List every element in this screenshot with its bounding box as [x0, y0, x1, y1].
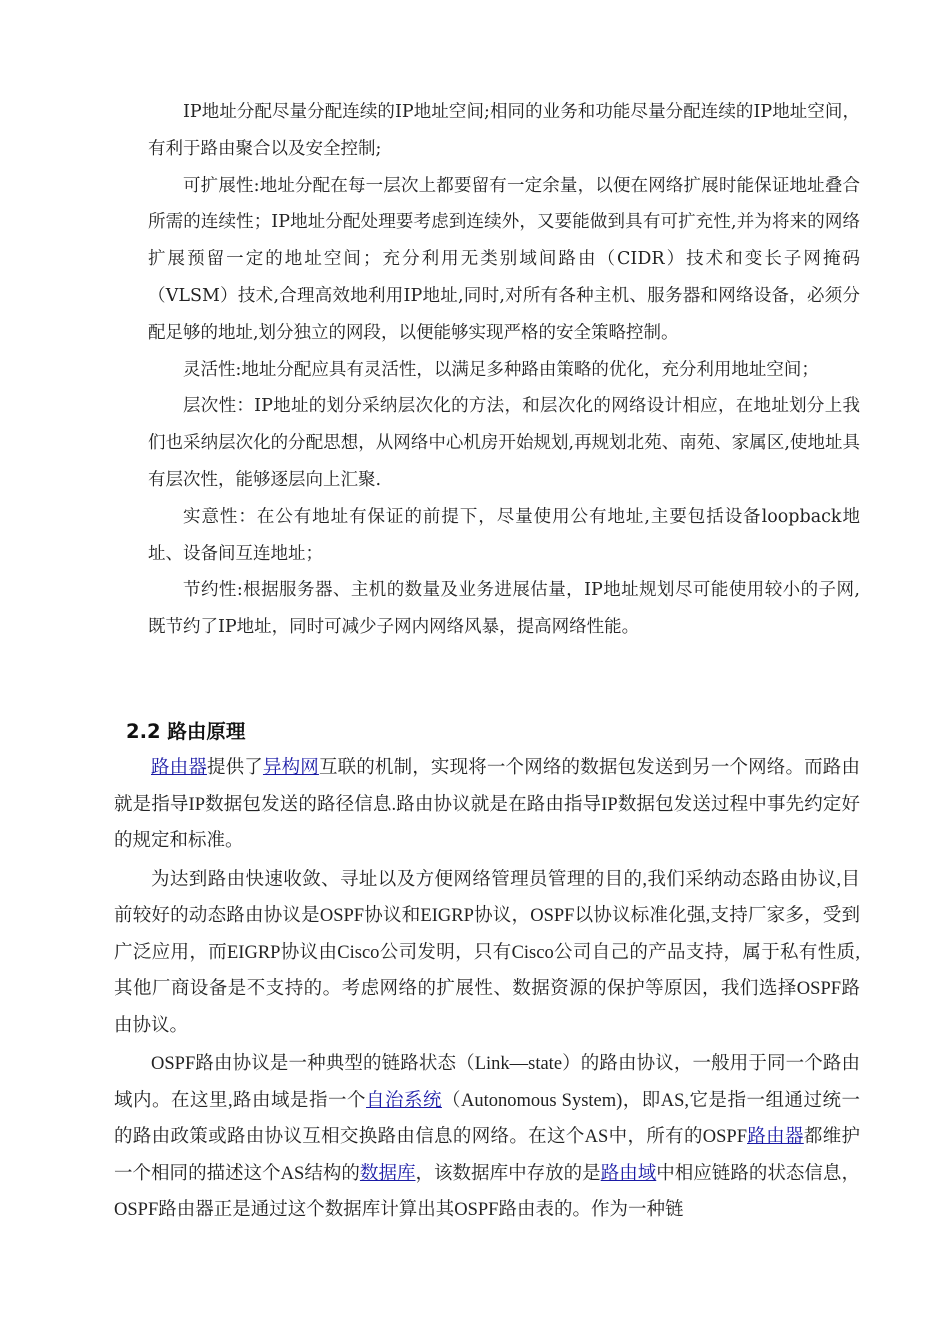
link-router[interactable]: 路由器 — [151, 758, 207, 778]
paragraph-scalability: 可扩展性:地址分配在每一层次上都要留有一定余量，以便在网络扩展时能保证地址叠合所需的连续性；IP地址分配处理要考虑到连续外，又要能做到具有可扩充性,并为将来的网络扩展预留一定的地址空间；充分利用无类别域间路由（CIDR）技术和变长子网掩码（VLSM）技术,合理高效地利用IP地址,同时,对所有各种主机、服务器和网络设备，必须分配足够的地址,划分独立的网段，以便能够实现严格的安全策略控制。 — [148, 175, 860, 343]
paragraph-economy: 节约性:根据服务器、主机的数量及业务进展估量，IP地址规划尽可能使用较小的子网,既节约了IP地址，同时可减少子网内网络风暴，提高网络性能。 — [148, 580, 860, 638]
ospf-text-4: ，该数据库中存放的是 — [415, 1163, 601, 1184]
paragraph-hierarchy: 层次性：IP地址的划分采纳层次化的方法，和层次化的网络设计相应，在地址划分上我们也采纳层次化的分配思想，从网络中心机房开始规划,再规划北苑、南苑、家属区,使地址具有层次性，能够逐层向上汇聚. — [148, 396, 860, 490]
intro-text-2: 互联的机制，实现将一个网络的数据包发送到另一个网络。而路由就是指导IP数据包发送的路径信息.路由协议就是在路由指导IP数据包发送过程中事先约定好的规定和标准。 — [114, 758, 860, 851]
paragraph-ospf — [114, 1046, 860, 1229]
link-router-2[interactable]: 路由器 — [747, 1127, 804, 1147]
link-heterogeneous-network[interactable]: 异构网 — [262, 758, 319, 778]
ospf-text-2: （Autonomous System)，即AS,它是指一组通过统一的路由政策或路由协议互相交换路由信息的网络。在这个AS中，所有的OSPF — [114, 1090, 860, 1147]
ip-principles-section — [148, 94, 860, 646]
routing-principles-section — [114, 750, 860, 1231]
intro-text-1: 提供了 — [206, 758, 263, 778]
ospf-text-1: OSPF路由协议是一种典型的链路状态（Link—state）的路由协议，一般用于同一个路由域内。在这里,路由域是指一个 — [114, 1054, 860, 1111]
paragraph-continuity: IP地址分配尽量分配连续的IP地址空间;相同的业务和功能尽量分配连续的IP地址空间，有利于路由聚合以及安全控制; — [148, 102, 860, 159]
paragraph-practicality: 实意性：在公有地址有保证的前提下，尽量使用公有地址,主要包括设备loopback地址、设备间互连地址； — [148, 506, 860, 564]
link-routing-domain[interactable]: 路由域 — [600, 1163, 657, 1184]
paragraph-router-intro — [114, 750, 860, 860]
paragraph-flexibility: 灵活性:地址分配应具有灵活性，以满足多种路由策略的优化，充分利用地址空间； — [183, 359, 819, 380]
ospf-text-3: 都维护一个相同的描述这个AS结构的 — [114, 1127, 860, 1184]
ospf-text-5: 中相应链路的状态信息，OSPF路由器正是通过这个数据库计算出其OSPF路由表的。作为一种链 — [114, 1163, 860, 1220]
section-heading: 2.2 路由原理 — [126, 720, 246, 743]
link-autonomous-system[interactable]: 自治系统 — [366, 1090, 442, 1111]
paragraph-protocol-choice: 为达到路由快速收敛、寻址以及方便网络管理员管理的目的,我们采纳动态路由协议,目前较好的动态路由协议是OSPF协议和EIGRP协议，OSPF以协议标准化强,支持厂家多，受到广泛应用，而EIGRP协议由Cisco公司发明，只有Cisco公司自己的产品支持，属于私有性质,其他厂商设备是不支持的。考虑网络的扩展性、数据资源的保护等原因，我们选择OSPF路由协议。 — [114, 869, 860, 1036]
link-database[interactable]: 数据库 — [359, 1163, 416, 1184]
